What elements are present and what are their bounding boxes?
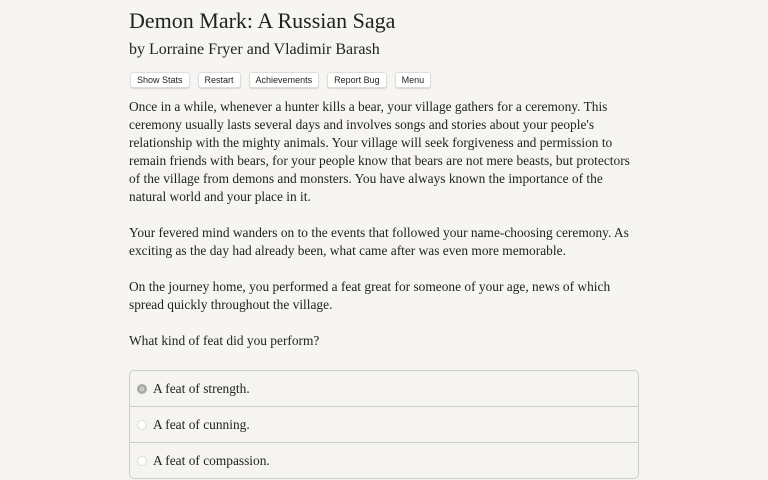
story-paragraph: On the journey home, you performed a feat great for someone of your age, news of which spread quickly throughout the village. <box>129 279 611 312</box>
achievements-button[interactable]: Achievements <box>249 72 320 88</box>
toolbar <box>130 72 431 88</box>
choice-list <box>129 370 639 479</box>
choice-option-compassion[interactable] <box>130 442 638 478</box>
choice-label: A feat of strength. <box>153 380 250 396</box>
radio-selected-icon[interactable] <box>137 384 147 394</box>
game-author: by Lorraine Fryer and Vladimir Barash <box>129 41 380 58</box>
restart-button[interactable]: Restart <box>198 72 241 88</box>
choice-option-strength[interactable] <box>130 371 638 406</box>
story-paragraph: Your fevered mind wanders on to the events that followed your name-choosing ceremony. As exciting as the day had already been, what came after was even more memorable. <box>129 225 629 258</box>
choice-question: What kind of feat did you perform? <box>129 333 320 348</box>
menu-button[interactable]: Menu <box>395 72 432 88</box>
story-text <box>129 98 639 368</box>
report-bug-button[interactable]: Report Bug <box>327 72 387 88</box>
story-paragraph: Once in a while, whenever a hunter kills a bear, your village gathers for a ceremony. This ceremony usually lasts several days and involves songs and stories about your people's relationship with the mighty animals. Your village will seek forgiveness and permission to remain friends with bears, for your people know that bears are not mere beasts, but protectors of the village from demons and monsters. You have always known the importance of the natural world and your place in it. <box>129 99 630 204</box>
choice-label: A feat of cunning. <box>153 416 250 432</box>
choice-label: A feat of compassion. <box>153 452 270 468</box>
show-stats-button[interactable]: Show Stats <box>130 72 190 88</box>
radio-icon[interactable] <box>137 420 147 430</box>
choice-option-cunning[interactable] <box>130 406 638 442</box>
radio-icon[interactable] <box>137 456 147 466</box>
game-title: Demon Mark: A Russian Saga <box>129 8 396 33</box>
